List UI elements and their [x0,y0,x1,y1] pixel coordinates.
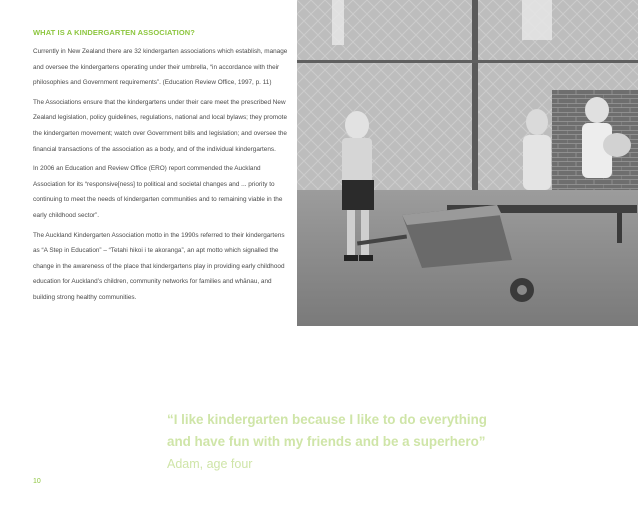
paragraph-2: The Associations ensure that the kindergartens under their care meet the prescribed New Zealand legislation, policy guidelines, regulations, national and local bylaws; they promote the kindergarten movement; watch over Government bills and legislation; and oversee the financial transactions of the association as a body, and of the individual kindergartens. [33,98,288,153]
quote-line-1: “I like kindergarten because I like to do everything [167,412,487,427]
article-heading: WHAT IS A KINDERGARTEN ASSOCIATION? [33,28,195,37]
article-column [33,28,293,310]
pull-quote [167,409,607,475]
paragraph-3: In 2006 an Education and Review Office (ERO) report commended the Auckland Association for its “responsive[ness] to political and societal changes and ... priority to continuing to meet the needs of kindergarten communities and to remaining viable in the early childhood sector”. [33,165,283,219]
paragraph-4: The Auckland Kindergarten Association motto in the 1990s referred to their kindergartens as “A Step in Education” – “Tetahi hikoi i te akoranga”, an apt motto which signalled the change in the awareness of the place that kindergartens play in providing early childhood education for Auckland’s children, community networks for families and whānau, and building strong healthy communities. [33,231,285,301]
page-number: 10 [33,478,41,485]
paragraph-1: Currently in New Zealand there are 32 kindergarten associations which establish, manage and oversee the kindergartens operating under their umbrella, “in accordance with their philosophies and Government requirements”. (Education Review Office, 1997, p. 11) [33,48,288,87]
photo-illustration [297,0,638,326]
quote-author: Adam, age four [167,457,253,471]
children-photo [297,0,638,326]
quote-line-2: and have fun with my friends and be a superhero” [167,434,486,449]
